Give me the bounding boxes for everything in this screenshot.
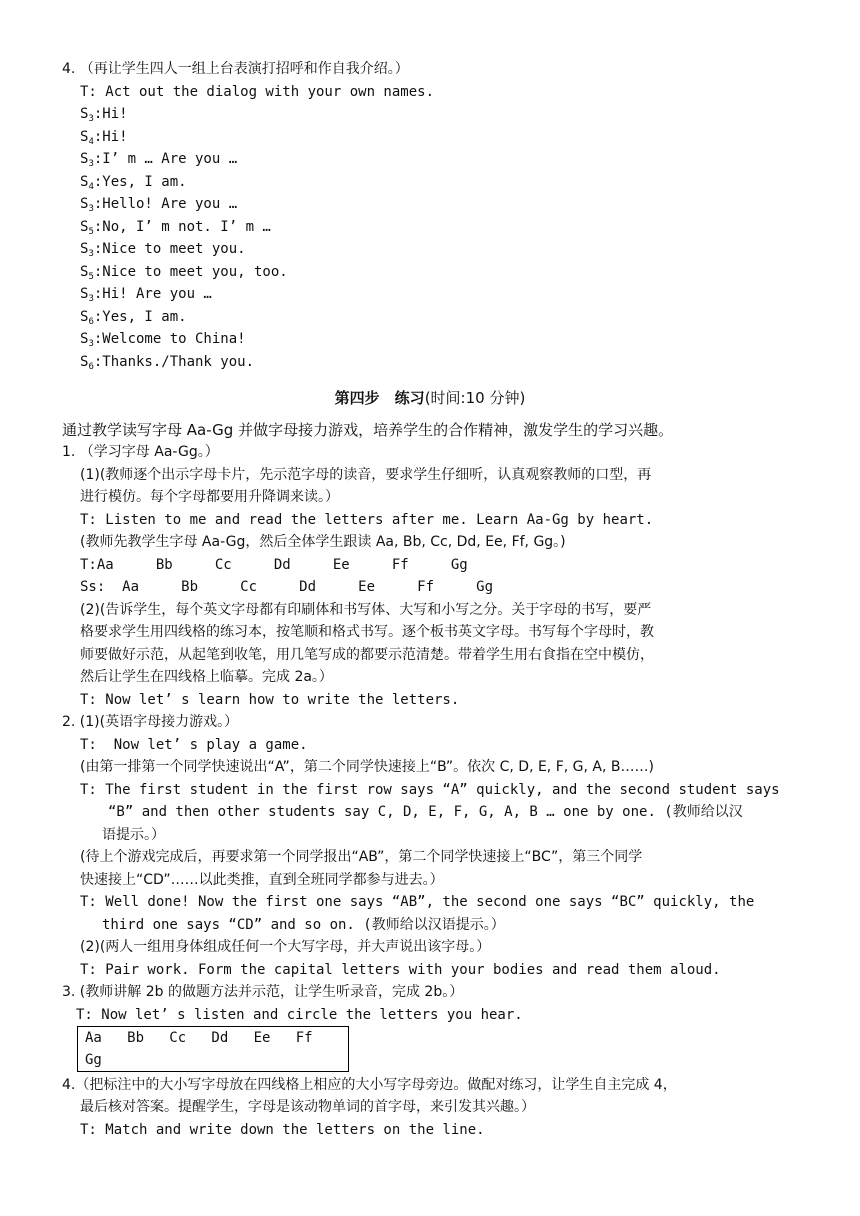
- item-4-line-b: 最后核对答案。提醒学生，字母是该动物单词的首字母，来引发其兴趣。）: [80, 1099, 535, 1115]
- dialog-text: :Hi! Are you …: [93, 286, 212, 302]
- item-4-instruction: 4. （再让学生四人一组上台表演打招呼和作自我介绍。）: [62, 61, 409, 77]
- intro-paragraph: 通过教学读写字母 Aa-Gg 并做字母接力游戏，培养学生的合作精神，激发学生的学习兴趣。: [62, 421, 674, 439]
- speaker-number: 3: [88, 114, 94, 124]
- item-1: 1. （学习字母 Aa-Gg。）: [62, 444, 219, 460]
- dialog-text: :Nice to meet you.: [93, 241, 246, 257]
- speaker-number: 3: [88, 249, 94, 259]
- speaker-number: 4: [88, 181, 94, 192]
- item-1-2-line-d: 然后让学生在四线格上临摹。完成 2a。）: [80, 669, 333, 685]
- dialog-text: :I’ m … Are you …: [93, 151, 238, 167]
- speaker: S: [80, 353, 89, 370]
- item-2-teacher-2a: T: The first student in the first row says “A” quickly, and the second student says: [80, 782, 780, 798]
- letters-box: [77, 1026, 349, 1072]
- speaker: S: [80, 308, 89, 325]
- item-2-note-2a: (待上个游戏完成后，再要求第一个同学报出“AB”，第二个同学快速接上“BC”，第三个同学: [80, 849, 643, 865]
- speaker: S: [80, 106, 89, 122]
- dialog-text: :Hi!: [93, 106, 128, 122]
- item-1-students-letters: Ss: Aa Bb Cc Dd Ee Ff Gg: [80, 579, 494, 595]
- step-heading: [0, 387, 860, 408]
- dialog-line: [80, 351, 254, 378]
- speaker: S: [80, 331, 89, 347]
- speaker: S: [80, 196, 89, 212]
- step-title: 第四步 练习: [334, 389, 425, 407]
- speaker: S: [80, 286, 89, 302]
- speaker-number: 3: [88, 159, 94, 169]
- dialog-text: :Welcome to China!: [93, 331, 246, 347]
- speaker: S: [80, 173, 89, 190]
- item-1-teacher-3: T: Now let’ s learn how to write the letters.: [80, 692, 460, 708]
- speaker-number: 3: [88, 204, 94, 214]
- item-1-teacher-1: T: Listen to me and read the letters after me. Learn Aa-Gg by heart.: [80, 512, 654, 528]
- item-1-2-line-b: 格要求学生用四线格的练习本，按笔顺和格式书写。逐个板书英文字母。书写每个字母时，教: [80, 624, 654, 640]
- item-1-1-line-a: (1)(教师逐个出示字母卡片，先示范字母的读音，要求学生仔细听，认真观察教师的口型，再: [80, 467, 652, 483]
- dialog-text: :Yes, I am.: [93, 173, 187, 190]
- dialog-text: :Thanks./Thank you.: [93, 353, 255, 370]
- speaker: S: [80, 128, 89, 145]
- letters-box-row-2: Gg: [85, 1052, 102, 1068]
- dialog-text: :Yes, I am.: [93, 308, 187, 325]
- speaker-number: 5: [88, 271, 94, 282]
- item-2-teacher-2c: 语提示。）: [102, 827, 165, 843]
- item-2-teacher-1: T: Now let’ s play a game.: [80, 737, 308, 753]
- dialog-text: :Hi!: [93, 128, 128, 145]
- item-2-2: (2)(两人一组用身体组成任何一个大写字母，并大声说出该字母。）: [80, 939, 491, 955]
- item-1-2-line-c: 师要做好示范，从起笔到收笔，用几笔写成的都要示范清楚。带着学生用右食指在空中模仿，: [80, 647, 654, 663]
- item-1-1-line-b: 进行模仿。每个字母都要用升降调来读。）: [80, 489, 339, 505]
- teacher-line: T: Act out the dialog with your own names.: [80, 84, 435, 100]
- item-1-2-line-a: (2)(告诉学生，每个英文字母都有印刷体和书写体、大写和小写之分。关于字母的书写，要严: [80, 602, 652, 618]
- item-2-teacher-2b: “B” and then other students say C, D, E, F, G, A, B … one by one. (教师给以汉: [108, 804, 743, 820]
- speaker: S: [80, 263, 89, 280]
- dialog-text: :Nice to meet you, too.: [93, 263, 288, 280]
- item-2-note-2b: 快速接上“CD”……以此类推，直到全班同学都参与进去。）: [80, 872, 444, 888]
- step-time: (时间:10 分钟): [424, 389, 526, 407]
- speaker-number: 5: [88, 226, 94, 237]
- item-2-teacher-3b: third one says “CD” and so on. (教师给以汉语提示。）: [102, 917, 505, 933]
- speaker-number: 3: [88, 294, 94, 304]
- item-1-note: (教师先教学生字母 Aa-Gg，然后全体学生跟读 Aa, Bb, Cc, Dd, Ee, Ff, Gg。): [80, 534, 566, 550]
- speaker: S: [80, 241, 89, 257]
- speaker: S: [80, 218, 89, 235]
- dialog-text: :No, I’ m not. I’ m …: [93, 218, 271, 235]
- item-3-teacher: T: Now let’ s listen and circle the letters you hear.: [76, 1007, 523, 1023]
- item-2: 2. (1)(英语字母接力游戏。）: [62, 714, 239, 730]
- speaker-number: 6: [88, 361, 94, 372]
- speaker-number: 6: [88, 316, 94, 327]
- speaker: S: [80, 151, 89, 167]
- speaker-number: 3: [88, 339, 94, 349]
- item-3: 3. (教师讲解 2b 的做题方法并示范，让学生听录音，完成 2b。）: [62, 984, 464, 1000]
- item-2-teacher-3a: T: Well done! Now the first one says “AB”, the second one says “BC” quickly, the: [80, 894, 755, 910]
- item-4-teacher: T: Match and write down the letters on the line.: [80, 1122, 485, 1138]
- dialog-text: :Hello! Are you …: [93, 196, 238, 212]
- item-1-teacher-letters: T:Aa Bb Cc Dd Ee Ff Gg: [80, 557, 468, 573]
- letters-box-row-1: Aa Bb Cc Dd Ee Ff: [85, 1030, 313, 1046]
- speaker-number: 4: [88, 136, 94, 147]
- item-2-teacher-4: T: Pair work. Form the capital letters with your bodies and read them aloud.: [80, 962, 721, 978]
- item-4-line-a: 4.（把标注中的大小写字母放在四线格上相应的大小写字母旁边。做配对练习，让学生自主完成 4，: [62, 1077, 677, 1093]
- item-2-note: (由第一排第一个同学快速说出“A”，第二个同学快速接上“B”。依次 C, D, E, F, G, A, B……): [80, 759, 654, 775]
